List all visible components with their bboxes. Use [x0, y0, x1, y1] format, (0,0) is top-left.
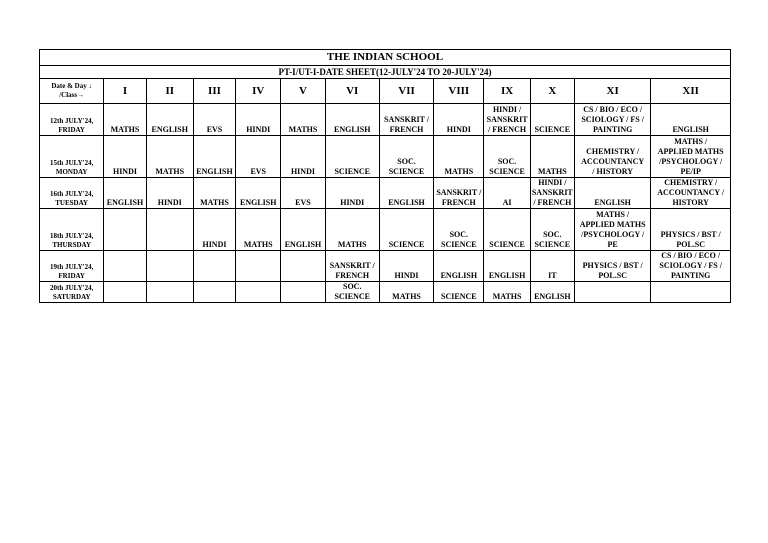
- subject-line: HINDI: [290, 167, 315, 176]
- subject-cell: [574, 178, 650, 209]
- subject-line: ENGLISH: [672, 125, 709, 134]
- subject-line: ENGLISH: [388, 198, 425, 207]
- subject-line: / FRENCH: [533, 198, 572, 207]
- subject-line: MATHS: [337, 240, 367, 249]
- subject-cell: [193, 136, 235, 178]
- subject-line: MATHS: [243, 240, 273, 249]
- subject-cell: [379, 104, 433, 136]
- subject-cell: [104, 282, 146, 303]
- class-header: III: [193, 79, 235, 104]
- subject-line: ENGLISH: [106, 198, 144, 207]
- class-header: VI: [325, 79, 379, 104]
- subject-line: SANSKRIT /: [436, 188, 482, 197]
- date-day-label: Date & Day ↓: [51, 82, 92, 90]
- subject-cell: [281, 136, 325, 178]
- subject-line: AI: [502, 198, 512, 207]
- subject-line: SOC.: [497, 157, 517, 166]
- subject-cell: [574, 251, 650, 282]
- subject-line: APPLIED MATHS: [657, 147, 724, 156]
- subject-cell: [281, 104, 325, 136]
- subject-line: SCIENCE: [489, 167, 525, 176]
- class-header-row: [40, 79, 731, 104]
- subject-line: SCIENCE: [388, 240, 425, 249]
- subject-line: SCIOLOGY / FS /: [581, 115, 644, 124]
- date-line: 18th JULY'24,: [50, 232, 94, 240]
- subject-line: APPLIED MATHS: [579, 220, 646, 229]
- subject-cell: [146, 136, 193, 178]
- class-label: /Class→: [59, 91, 85, 99]
- subject-cell: [236, 136, 281, 178]
- date-line: FRIDAY: [58, 272, 85, 280]
- subject-cell: [236, 178, 281, 209]
- class-header: X: [530, 79, 574, 104]
- table-row: [40, 104, 731, 136]
- class-header: VII: [379, 79, 433, 104]
- subject-cell: [236, 251, 281, 282]
- date-line: 12th JULY'24,: [50, 117, 94, 125]
- subject-line: SOC.: [543, 230, 562, 239]
- subject-line: CS / BIO / ECO /: [583, 105, 643, 114]
- subject-line: HINDI /: [538, 178, 567, 187]
- subject-cell: [146, 251, 193, 282]
- subject-line: ENGLISH: [333, 125, 371, 134]
- subject-cell: [193, 209, 235, 251]
- subject-cell: [325, 282, 379, 303]
- date-line: FRIDAY: [58, 126, 85, 134]
- subject-line: ENGLISH: [196, 167, 233, 176]
- subject-cell: [281, 251, 325, 282]
- subject-line: SCIOLOGY / FS /: [659, 261, 722, 270]
- subject-line: SCIENCE: [388, 167, 425, 176]
- subject-line: HINDI: [202, 240, 227, 249]
- subject-cell: [325, 104, 379, 136]
- subject-line: ENGLISH: [151, 125, 188, 134]
- subject-cell: [146, 209, 193, 251]
- subject-line: ACCOUNTANCY: [581, 157, 645, 166]
- subject-line: MATHS: [392, 292, 421, 301]
- date-line: 16th JULY'24,: [50, 190, 94, 198]
- subject-cell: [104, 209, 146, 251]
- subject-line: CHEMISTRY /: [586, 147, 640, 156]
- date-sheet: [39, 49, 731, 303]
- subject-cell: [434, 209, 484, 251]
- subject-line: HINDI: [446, 125, 471, 134]
- subject-line: HINDI: [157, 198, 182, 207]
- subject-line: HINDI: [246, 125, 271, 134]
- subject-line: PAINTING: [670, 271, 711, 280]
- subject-cell: [530, 178, 574, 209]
- subject-cell: [574, 136, 650, 178]
- subject-cell: [325, 178, 379, 209]
- subject-line: FRENCH: [335, 271, 370, 280]
- subject-cell: [236, 282, 281, 303]
- subject-line: HINDI: [112, 167, 137, 176]
- subject-cell: [379, 209, 433, 251]
- subject-line: / FRENCH: [488, 125, 527, 134]
- date-line: 19th JULY'24,: [50, 263, 94, 271]
- subject-cell: [530, 209, 574, 251]
- subject-line: SOC.: [397, 157, 416, 166]
- subject-line: MATHS: [155, 167, 185, 176]
- subject-line: MATHS: [444, 167, 474, 176]
- subject-line: IT: [548, 271, 557, 280]
- subject-cell: [530, 104, 574, 136]
- subject-cell: [379, 251, 433, 282]
- subject-cell: [484, 104, 530, 136]
- class-header: V: [281, 79, 325, 104]
- subject-cell: [651, 251, 731, 282]
- subject-line: HINDI /: [492, 105, 522, 114]
- subject-cell: [484, 251, 530, 282]
- subject-cell: [104, 251, 146, 282]
- subject-line: CS / BIO / ECO /: [661, 251, 721, 260]
- subject-cell: [146, 282, 193, 303]
- subject-line: /PSYCHOLOGY /: [659, 157, 723, 166]
- subject-line: ENGLISH: [594, 198, 631, 207]
- date-day-header: [40, 79, 104, 104]
- subject-line: ENGLISH: [284, 240, 322, 249]
- class-header: IV: [236, 79, 281, 104]
- subject-cell: [651, 209, 731, 251]
- subject-cell: [484, 178, 530, 209]
- class-header: XII: [651, 79, 731, 104]
- class-header: I: [104, 79, 146, 104]
- subject-line: POL.SC: [676, 240, 706, 249]
- date-cell: [40, 282, 104, 303]
- subject-cell: [236, 209, 281, 251]
- subject-line: / HISTORY: [592, 167, 633, 176]
- subject-cell: [379, 136, 433, 178]
- subject-line: MATHS: [288, 125, 318, 134]
- subject-cell: [574, 104, 650, 136]
- subject-cell: [434, 282, 484, 303]
- subject-line: SANSKRIT /: [384, 115, 430, 124]
- subject-cell: [484, 209, 530, 251]
- subject-cell: [193, 104, 235, 136]
- subject-cell: [236, 104, 281, 136]
- subject-cell: [484, 282, 530, 303]
- class-header: VIII: [434, 79, 484, 104]
- subject-line: ENGLISH: [440, 271, 478, 280]
- subject-line: EVS: [250, 167, 266, 176]
- table-row: [40, 282, 731, 303]
- subject-line: SCIENCE: [334, 292, 371, 301]
- subject-line: EVS: [206, 125, 223, 134]
- subject-cell: [193, 282, 235, 303]
- subject-cell: [651, 136, 731, 178]
- subject-line: SCIENCE: [534, 240, 571, 249]
- date-line: THURSDAY: [52, 241, 91, 249]
- date-cell: [40, 178, 104, 209]
- subject-cell: [325, 251, 379, 282]
- subject-cell: [325, 209, 379, 251]
- subject-line: HINDI: [340, 198, 365, 207]
- date-sheet-table: [39, 49, 731, 303]
- table-row: [40, 251, 731, 282]
- subject-cell: [379, 178, 433, 209]
- subject-line: SCIENCE: [534, 125, 571, 134]
- subject-line: MATHS: [492, 292, 522, 301]
- subject-cell: [651, 104, 731, 136]
- subject-line: SCIENCE: [441, 240, 477, 249]
- table-row: [40, 209, 731, 251]
- date-line: MONDAY: [55, 168, 88, 176]
- subject-cell: [146, 104, 193, 136]
- subject-cell: [281, 209, 325, 251]
- subject-cell: [651, 178, 731, 209]
- subject-cell: [193, 251, 235, 282]
- subject-line: HINDI: [394, 271, 419, 280]
- subject-cell: [651, 282, 731, 303]
- subject-line: SCIENCE: [441, 292, 477, 301]
- subject-line: SCIENCE: [489, 240, 525, 249]
- subject-line: EVS: [295, 198, 311, 207]
- subject-line: SANSKRIT: [486, 115, 528, 124]
- date-line: TUESDAY: [55, 199, 89, 207]
- subject-line: ENGLISH: [239, 198, 277, 207]
- subject-line: PHYSICS / BST /: [660, 230, 721, 239]
- subject-cell: [379, 282, 433, 303]
- date-line: SATURDAY: [52, 293, 91, 301]
- subject-line: SOC.: [449, 230, 469, 239]
- class-header: II: [146, 79, 193, 104]
- subject-line: MATHS: [110, 125, 140, 134]
- date-line: 15th JULY'24,: [50, 159, 94, 167]
- subject-line: PE: [607, 240, 618, 249]
- subject-cell: [281, 282, 325, 303]
- class-header: XI: [574, 79, 650, 104]
- subject-line: PAINTING: [592, 125, 633, 134]
- subject-cell: [325, 136, 379, 178]
- subject-cell: [104, 136, 146, 178]
- subject-line: SANSKRIT /: [329, 261, 375, 270]
- subject-line: MATHS: [537, 167, 567, 176]
- sheet-subtitle: PT-I/UT-I-DATE SHEET(12-JULY'24 TO 20-JULY'24): [40, 66, 731, 79]
- subject-line: PHYSICS / BST /: [582, 261, 643, 270]
- subject-line: MATHS /: [674, 137, 708, 146]
- subject-cell: [146, 178, 193, 209]
- subject-line: HISTORY: [672, 198, 709, 207]
- subject-cell: [530, 251, 574, 282]
- subject-line: FRENCH: [441, 198, 476, 207]
- subject-line: PE/IP: [680, 167, 701, 176]
- subject-cell: [574, 282, 650, 303]
- date-line: 20th JULY'24,: [50, 284, 94, 292]
- subject-line: FRENCH: [389, 125, 424, 134]
- subject-cell: [281, 178, 325, 209]
- subject-cell: [434, 104, 484, 136]
- subject-cell: [530, 136, 574, 178]
- subject-line: POL.SC: [598, 271, 627, 280]
- subject-line: SANSKRIT: [531, 188, 573, 197]
- class-header: IX: [484, 79, 530, 104]
- date-cell: [40, 136, 104, 178]
- table-row: [40, 136, 731, 178]
- table-row: [40, 178, 731, 209]
- subject-cell: [104, 104, 146, 136]
- subject-cell: [193, 178, 235, 209]
- subject-cell: [434, 136, 484, 178]
- subject-cell: [574, 209, 650, 251]
- subject-line: MATHS /: [596, 210, 630, 219]
- subject-line: CHEMISTRY /: [664, 178, 718, 187]
- subject-line: MATHS: [200, 198, 229, 207]
- subject-cell: [530, 282, 574, 303]
- date-cell: [40, 209, 104, 251]
- date-cell: [40, 251, 104, 282]
- subject-line: ENGLISH: [488, 271, 526, 280]
- subject-line: ACCOUNTANCY /: [657, 188, 725, 197]
- subject-cell: [434, 178, 484, 209]
- subject-line: /PSYCHOLOGY /: [581, 230, 645, 239]
- subject-line: SCIENCE: [334, 167, 371, 176]
- school-title: THE INDIAN SCHOOL: [40, 50, 731, 66]
- subject-line: ENGLISH: [534, 292, 571, 301]
- subject-cell: [484, 136, 530, 178]
- subject-line: SOC.: [343, 282, 362, 291]
- date-cell: [40, 104, 104, 136]
- subject-cell: [104, 178, 146, 209]
- subject-cell: [434, 251, 484, 282]
